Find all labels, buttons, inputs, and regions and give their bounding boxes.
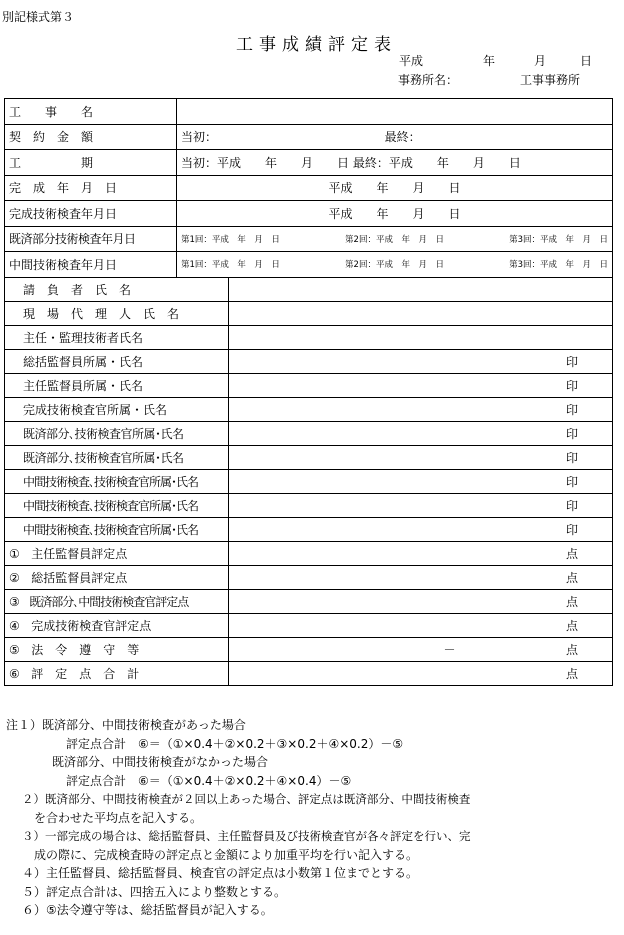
score-text: 法 令 遵 守 等 (31, 642, 140, 657)
person-row (5, 445, 613, 469)
person-field[interactable] (229, 325, 613, 349)
score-unit: 点 (565, 618, 578, 633)
score-field[interactable] (229, 613, 613, 637)
score-unit: 点 (565, 570, 578, 585)
note-line: 既済部分、中間技術検査がなかった場合 (52, 755, 269, 769)
contract-final: 最終： (384, 130, 421, 145)
contract-initial: 当初： (181, 130, 218, 145)
label-partial-inspection: 既済部分技術検査年月日 (5, 226, 177, 252)
score-text: 総括監督員評定点 (31, 570, 128, 585)
seal-mark: 印 (565, 378, 578, 393)
score-row (5, 541, 613, 565)
evaluation-table (4, 98, 613, 686)
seal-mark: 印 (565, 522, 578, 537)
score-field[interactable] (229, 637, 613, 661)
score-num: ① (9, 546, 20, 561)
row-interim-inspection (5, 252, 613, 278)
label-completion: 完 成 年 月 日 (5, 175, 177, 201)
seal-mark: 印 (565, 474, 578, 489)
note-line: ４）主任監督員、総括監督員、検査官の評定点は小数第１位までとする。 (22, 866, 419, 880)
person-label: 完成技術検査官所属・氏名 (5, 397, 229, 421)
seal-mark: 印 (565, 402, 578, 417)
person-field[interactable] (229, 277, 613, 301)
score-text: 評 定 点 合 計 (31, 666, 140, 681)
label-project-name: 工 事 名 (5, 99, 177, 125)
score-field[interactable] (229, 541, 613, 565)
score-num: ⑥ (9, 666, 20, 681)
score-label (5, 565, 229, 589)
note-line: 注１）既済部分、中間技術検査があった場合 (6, 718, 246, 732)
score-label (5, 589, 229, 613)
score-row (5, 589, 613, 613)
row-completion-inspection (5, 201, 613, 227)
score-row (5, 637, 613, 661)
score-text: 主任監督員評定点 (31, 546, 128, 561)
score-unit: 点 (565, 666, 578, 681)
score-mid: － (443, 642, 456, 657)
score-unit: 点 (565, 546, 578, 561)
person-label: 主任・監理技術者氏名 (5, 325, 229, 349)
score-num: ④ (9, 618, 20, 633)
score-text: 既済部分､中間技術検査官評定点 (29, 594, 189, 609)
person-label: 中間技術検査､技術検査官所属･氏名 (5, 469, 229, 493)
label-completion-inspection: 完成技術検査年月日 (5, 201, 177, 227)
score-unit: 点 (565, 594, 578, 609)
score-label (5, 613, 229, 637)
person-label: 中間技術検査､技術検査官所属･氏名 (5, 493, 229, 517)
person-row (5, 373, 613, 397)
score-unit: 点 (565, 642, 578, 657)
person-field[interactable] (229, 373, 613, 397)
notes (6, 716, 618, 920)
note-line: ２）既済部分、中間技術検査が２回以上あった場合、評定点は既済部分、中間技術検査 (22, 792, 471, 806)
person-field[interactable] (229, 493, 613, 517)
label-contract: 契 約 金 額 (5, 124, 177, 150)
row-partial-inspection (5, 226, 613, 252)
person-label: 現 場 代 理 人 氏 名 (5, 301, 229, 325)
person-field[interactable] (229, 517, 613, 541)
date-month: 月 (534, 54, 547, 68)
note-line: 評定点合計 ⑥＝（①×0.4＋②×0.2＋③×0.2＋④×0.2）－⑤ (66, 736, 404, 751)
person-row (5, 493, 613, 517)
person-field[interactable] (229, 445, 613, 469)
person-label: 既済部分､技術検査官所属･氏名 (5, 445, 229, 469)
row-contract (5, 124, 613, 150)
completion-inspection-field[interactable]: 平成 年 月 日 (177, 201, 613, 227)
person-row (5, 469, 613, 493)
person-field[interactable] (229, 469, 613, 493)
row-period (5, 150, 613, 176)
person-label: 総括監督員所属・氏名 (5, 349, 229, 373)
note-line: を合わせた平均点を記入する。 (34, 810, 203, 825)
office-value: 工事事務所 (520, 73, 581, 87)
score-label (5, 637, 229, 661)
date-year: 年 (483, 54, 496, 68)
seal-mark: 印 (565, 354, 578, 369)
form-id: 別記様式第３ (2, 10, 75, 24)
person-label: 請 負 者 氏 名 (5, 277, 229, 301)
score-num: ② (9, 570, 20, 585)
person-row (5, 349, 613, 373)
person-row (5, 325, 613, 349)
person-row (5, 277, 613, 301)
seal-mark: 印 (565, 426, 578, 441)
person-label: 既済部分､技術検査官所属･氏名 (5, 421, 229, 445)
date-day: 日 (580, 54, 593, 68)
score-row (5, 565, 613, 589)
interim-inspection-3: 第3回：平成 年 月 日 (509, 260, 608, 271)
contract-field[interactable] (177, 124, 613, 150)
score-num: ⑤ (9, 642, 20, 657)
person-field[interactable] (229, 421, 613, 445)
note-line: ６）⑤法令遵守等は、総括監督員が記入する。 (22, 903, 273, 917)
person-label: 主任監督員所属・氏名 (5, 373, 229, 397)
person-row (5, 421, 613, 445)
note-line: ５）評定点合計は、四捨五入により整数とする。 (22, 884, 287, 899)
person-field[interactable] (229, 301, 613, 325)
seal-mark: 印 (565, 450, 578, 465)
period-field[interactable]: 当初：平成 年 月 日 最終：平成 年 月 日 (177, 150, 613, 176)
note-line: ３）一部完成の場合は、総括監督員、主任監督員及び技術検査官が各々評定を行い、完 (22, 829, 471, 843)
partial-inspection-3: 第3回：平成 年 月 日 (509, 234, 608, 245)
score-row (5, 613, 613, 637)
label-period: 工 期 (5, 150, 177, 176)
person-field[interactable] (229, 349, 613, 373)
completion-field[interactable]: 平成 年 月 日 (177, 175, 613, 201)
score-label (5, 661, 229, 685)
person-row (5, 301, 613, 325)
person-label: 中間技術検査､技術検査官所属･氏名 (5, 517, 229, 541)
label-interim-inspection: 中間技術検査年月日 (5, 252, 177, 278)
project-name-field[interactable] (177, 99, 613, 125)
office-label: 事務所名： (398, 73, 459, 87)
seal-mark: 印 (565, 498, 578, 513)
page-title: 工事成績評定表 (236, 35, 397, 55)
note-line: 評定点合計 ⑥＝（①×0.4＋②×0.2＋④×0.4）－⑤ (66, 773, 352, 788)
row-project-name (5, 99, 613, 125)
score-label (5, 541, 229, 565)
date-era: 平成 (399, 54, 424, 68)
score-field[interactable] (229, 589, 613, 613)
interim-inspection-field[interactable] (177, 252, 613, 278)
person-row (5, 397, 613, 421)
partial-inspection-1: 第1回：平成 年 月 日 (181, 234, 280, 245)
row-completion (5, 175, 613, 201)
interim-inspection-2: 第2回：平成 年 月 日 (345, 260, 444, 271)
score-num: ③ (9, 594, 20, 609)
score-text: 完成技術検査官評定点 (31, 618, 152, 633)
interim-inspection-1: 第1回：平成 年 月 日 (181, 260, 280, 271)
score-row (5, 661, 613, 685)
score-field[interactable] (229, 565, 613, 589)
note-line: 成の際に、完成検査時の評定点と金額により加重平均を行い記入する。 (34, 847, 419, 862)
partial-inspection-field[interactable] (177, 226, 613, 252)
score-field[interactable] (229, 661, 613, 685)
person-field[interactable] (229, 397, 613, 421)
partial-inspection-2: 第2回：平成 年 月 日 (345, 234, 444, 245)
person-row (5, 517, 613, 541)
